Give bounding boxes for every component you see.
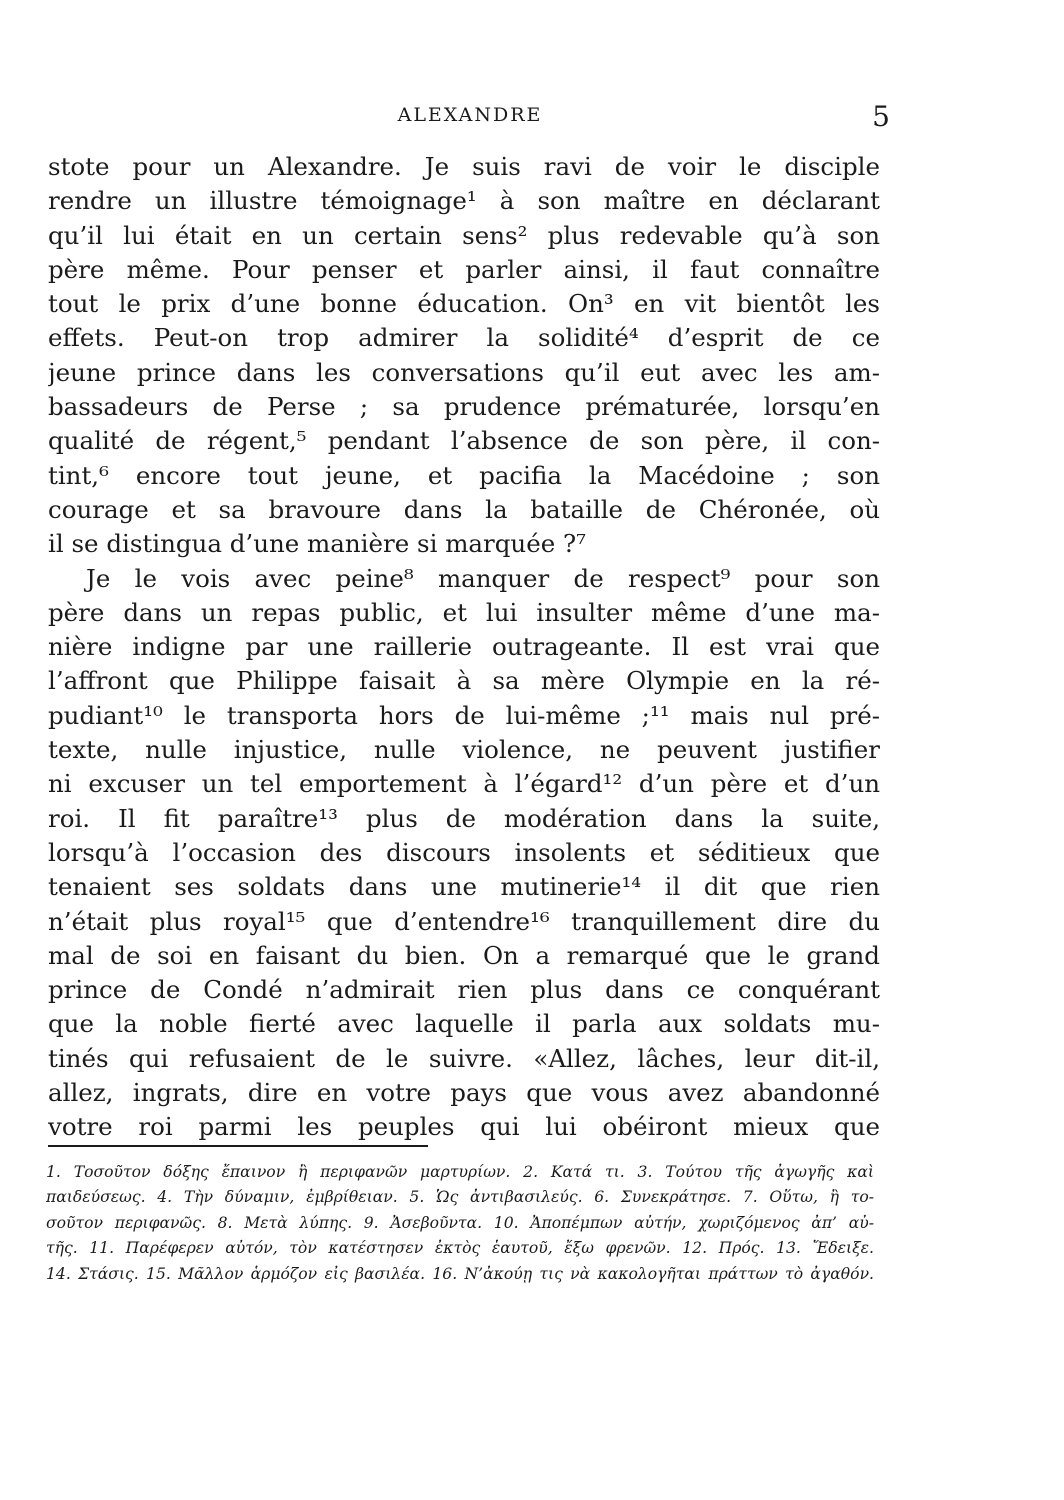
body-text bbox=[48, 150, 880, 1145]
body-line: tenaient ses soldats dans une mutinerie¹⁴ il dit que rien bbox=[48, 872, 880, 902]
body-line: roi. Il fit paraître¹³ plus de modération dans la suite, bbox=[48, 803, 880, 833]
body-line: tinés qui refusaient de le suivre. «Allez, lâches, leur dit-il, bbox=[48, 1043, 880, 1073]
body-line: l’affront que Philippe faisait à sa mère Olympie en la ré- bbox=[48, 666, 880, 696]
body-line: lorsqu’à l’occasion des discours insolents et séditieux que bbox=[48, 837, 880, 867]
footnote-line: 14. Στάσις. 15. Μᾶλλον ἁρμόζον εἰς βασιλέα. 16. Ν’ἀκούῃ τις νὰ κακολογῆται πράττων τὸ ἀγαθόν. bbox=[46, 1264, 874, 1283]
body-line: n’était plus royal¹⁵ que d’entendre¹⁶ tranquillement dire du bbox=[48, 906, 880, 936]
footnote-line: σοῦτον περιφανῶς. 8. Μετὰ λύπης. 9. Ἀσεβοῦντα. 10. Ἀποπέμπων αὐτήν, χωριζόμενος ἀπ’ αὐ- bbox=[46, 1213, 874, 1232]
body-line: votre roi parmi les peuples qui lui obéiront mieux que bbox=[48, 1112, 880, 1142]
body-line: bassadeurs de Perse ; sa prudence prématurée, lorsqu’en bbox=[48, 392, 880, 422]
body-line: qualité de régent,⁵ pendant l’absence de son père, il con- bbox=[48, 426, 880, 456]
body-line: Je le vois avec peine⁸ manquer de respect⁹ pour son bbox=[86, 563, 880, 593]
footnote-separator bbox=[48, 1145, 428, 1147]
running-title: ALEXANDRE bbox=[397, 104, 543, 126]
page-number: 5 bbox=[872, 100, 890, 133]
body-line: il se distingua d’une manière si marquée ?⁷ bbox=[48, 529, 586, 559]
footnote-line: παιδεύσεως. 4. Τὴν δύναμιν, ἐμβρίθειαν. 5. Ὡς ἀντιβασιλεύς. 6. Συνεκράτησε. 7. Οὕτω, ἢ το- bbox=[46, 1188, 874, 1207]
body-line: allez, ingrats, dire en votre pays que vous avez abandonné bbox=[48, 1078, 880, 1108]
body-line: tout le prix d’une bonne éducation. On³ en vit bientôt les bbox=[48, 289, 880, 319]
body-line: nière indigne par une raillerie outrageante. Il est vrai que bbox=[48, 632, 880, 662]
body-line: courage et sa bravoure dans la bataille de Chéronée, où bbox=[48, 494, 880, 524]
body-line: père même. Pour penser et parler ainsi, il faut connaître bbox=[48, 254, 880, 284]
body-line: stote pour un Alexandre. Je suis ravi de voir le disciple bbox=[48, 152, 880, 181]
body-line: ni excuser un tel emportement à l’égard¹² d’un père et d’un bbox=[48, 769, 880, 799]
body-line: mal de soi en faisant du bien. On a remarqué que le grand bbox=[48, 940, 880, 970]
body-line: effets. Peut-on trop admirer la solidité⁴ d’esprit de ce bbox=[48, 323, 880, 353]
body-line: jeune prince dans les conversations qu’il eut avec les am- bbox=[48, 357, 880, 387]
body-line: père dans un repas public, et lui insulter même d’une ma- bbox=[48, 597, 880, 627]
body-line: que la noble fierté avec laquelle il parla aux soldats mu- bbox=[48, 1009, 880, 1039]
body-line: pudiant¹⁰ le transporta hors de lui-même ;¹¹ mais nul pré- bbox=[48, 700, 880, 730]
footnote-line: τῆς. 11. Παρέφερεν αὐτόν, τὸν κατέστησεν ἐκτὸς ἑαυτοῦ, ἔξω φρενῶν. 12. Πρός. 13. Ἔδειξε. bbox=[46, 1239, 874, 1258]
body-line: prince de Condé n’admirait rien plus dans ce conquérant bbox=[48, 975, 880, 1005]
running-head bbox=[50, 100, 890, 134]
body-line: texte, nulle injustice, nulle violence, ne peuvent justifier bbox=[48, 735, 880, 765]
footnote-line: 1. Τοσοῦτον δόξης ἔπαινον ἢ περιφανῶν μαρτυρίων. 2. Κατά τι. 3. Τούτου τῆς ἀγωγῆς καὶ bbox=[46, 1163, 874, 1181]
footnotes bbox=[46, 1160, 874, 1287]
body-line: rendre un illustre témoignage¹ à son maître en déclarant bbox=[48, 186, 880, 216]
body-line: tint,⁶ encore tout jeune, et pacifia la Macédoine ; son bbox=[48, 460, 880, 490]
body-line: qu’il lui était en un certain sens² plus redevable qu’à son bbox=[48, 220, 880, 250]
